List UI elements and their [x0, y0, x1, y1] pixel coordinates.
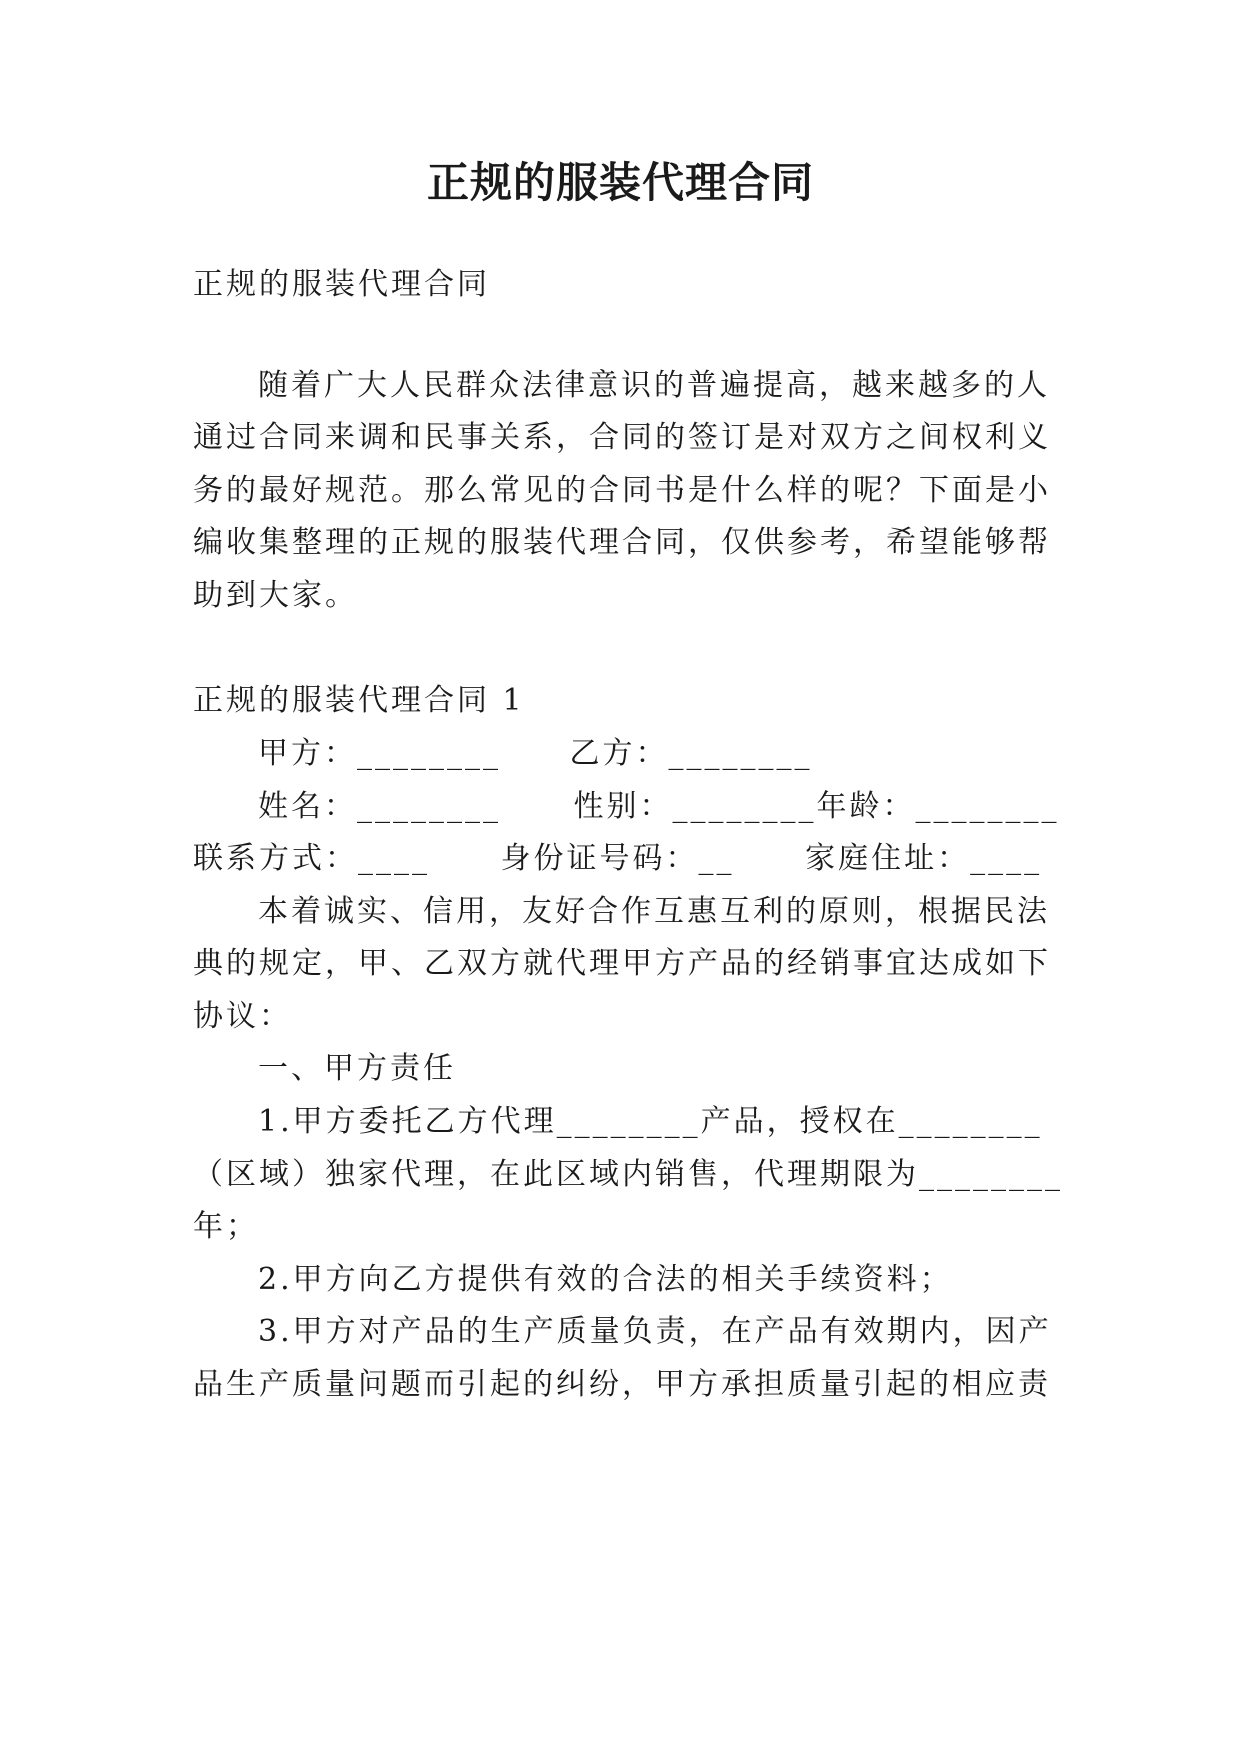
- body-line-2: 典的规定，甲、乙双方就代理甲方产品的经销事宜达成如下: [193, 946, 1051, 981]
- clause-line-4: 2.甲方向乙方提供有效的合法的相关手续资料；: [258, 1262, 953, 1297]
- body-line-1: 本着诚实、信用，友好合作互惠互利的原则，根据民法: [258, 894, 1050, 929]
- contract-heading: 正规的服装代理合同 1: [193, 683, 525, 718]
- party-line: [258, 734, 813, 774]
- clause-line-2: （区域）独家代理，在此区域内销售，代理期限为________: [193, 1157, 1063, 1192]
- contact-field: 联系方式：____: [193, 841, 430, 876]
- intro-line-3: 务的最好规范。那么常见的合同书是什么样的呢？下面是小: [193, 473, 1051, 508]
- document-title: 正规的服装代理合同: [426, 158, 814, 207]
- section-heading: 一、甲方责任: [258, 1051, 456, 1086]
- party-a-field: 甲方：________: [258, 736, 501, 771]
- gender-age-field: 性别：________年龄：________: [573, 789, 1060, 824]
- id-number-field: 身份证号码：__: [500, 841, 735, 876]
- info-line: [258, 787, 1060, 827]
- contact-line: [193, 839, 1042, 879]
- intro-line-4: 编收集整理的正规的服装代理合同，仅供参考，希望能够帮: [193, 525, 1051, 560]
- intro-line-1: 随着广大人民群众法律意识的普遍提高，越来越多的人: [258, 368, 1050, 403]
- clause-line-3: 年；: [193, 1209, 259, 1244]
- intro-line-2: 通过合同来调和民事关系，合同的签订是对双方之间权利义: [193, 420, 1051, 455]
- body-line-3: 协议：: [193, 999, 292, 1034]
- address-field: 家庭住址：____: [805, 841, 1043, 876]
- document-subtitle: 正规的服装代理合同: [193, 267, 490, 302]
- name-field: 姓名：________: [258, 789, 501, 824]
- clause-line-5: 3.甲方对产品的生产质量负责，在产品有效期内，因产: [258, 1314, 1052, 1349]
- intro-line-5: 助到大家。: [193, 578, 358, 613]
- party-b-field: 乙方：________: [569, 736, 813, 771]
- clause-line-1: 1.甲方委托乙方代理________产品，授权在________: [258, 1104, 1043, 1139]
- clause-line-6: 品生产质量问题而引起的纠纷，甲方承担质量引起的相应责: [193, 1367, 1051, 1402]
